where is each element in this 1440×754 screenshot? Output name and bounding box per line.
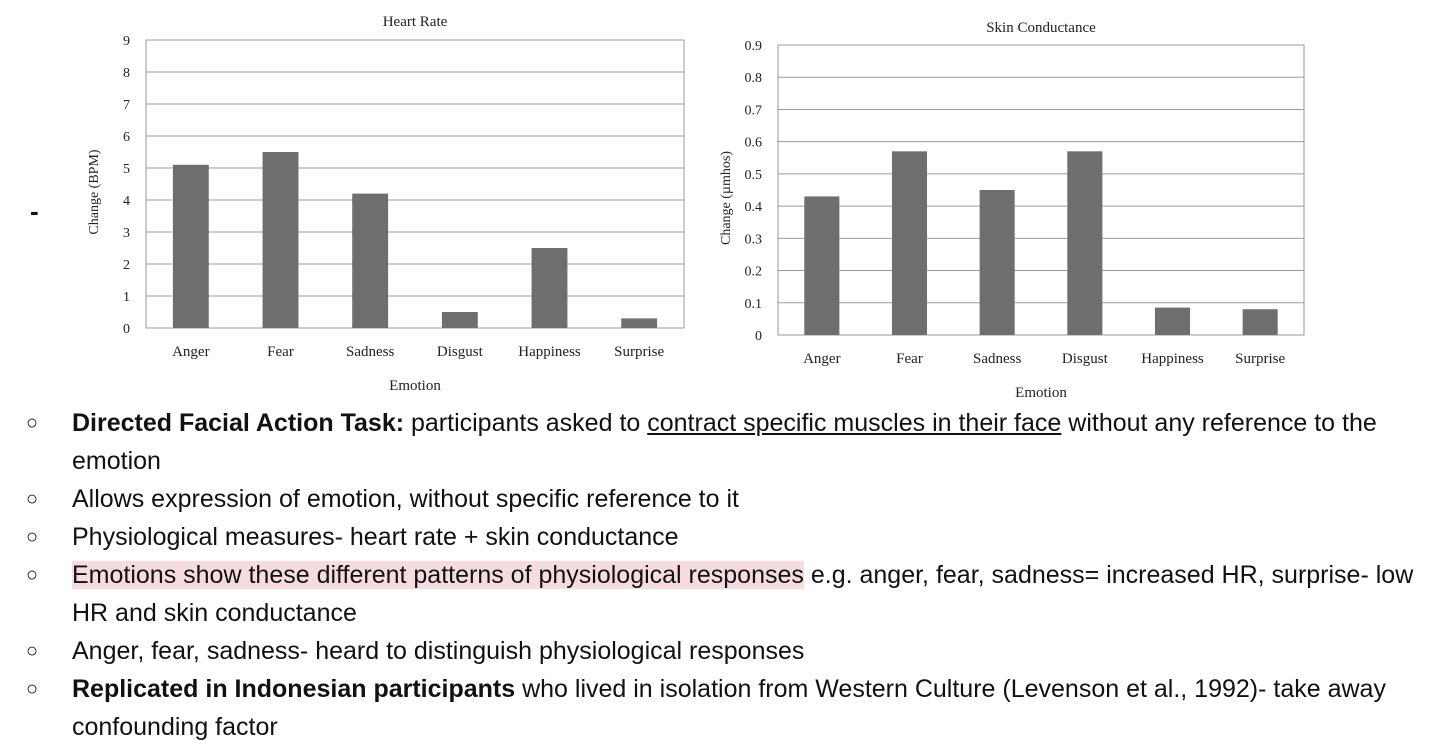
y-tick-label: 9: [123, 34, 130, 49]
x-tick-label: Disgust: [436, 344, 483, 360]
chart-title: Skin Conductance: [986, 20, 1096, 36]
bullet-icon: ○: [25, 526, 39, 548]
note-text: Physiological measures- heart rate + skin conductance: [72, 523, 679, 551]
note-bold-lead: Replicated in Indonesian participants: [72, 675, 516, 703]
bullet-icon: ○: [25, 678, 39, 700]
y-axis-label: Change (µmhos): [719, 151, 734, 245]
y-tick-label: 0: [123, 322, 130, 337]
note-bold-lead: Directed Facial Action Task:: [72, 409, 405, 437]
x-tick-label: Sadness: [972, 351, 1022, 367]
y-tick-label: 0.5: [744, 167, 762, 183]
x-tick-label: Anger: [172, 344, 210, 360]
bar: [173, 165, 209, 328]
y-tick-label: 0.4: [744, 200, 762, 216]
x-tick-label: Disgust: [1061, 351, 1108, 367]
y-tick-label: 0.3: [744, 232, 762, 248]
bullet-icon: ○: [25, 640, 39, 662]
note-underlined-text: contract specific muscles in their face: [647, 409, 1062, 437]
note-highlighted-text: Emotions show these different patterns of physiological responses: [72, 561, 804, 589]
note-item: [0, 404, 1420, 480]
notes-list: [0, 404, 1420, 746]
note-item: [0, 556, 1420, 632]
note-item: [0, 480, 1420, 518]
bar: [621, 318, 657, 328]
bar: [980, 190, 1015, 335]
dash-marker: -: [30, 196, 39, 226]
bar: [1243, 309, 1278, 335]
y-tick-label: 0: [755, 329, 762, 344]
bar: [1155, 308, 1190, 335]
bullet-icon: ○: [25, 488, 39, 510]
x-tick-label: Sadness: [345, 344, 395, 360]
note-text: participants asked to: [404, 409, 648, 437]
note-text: Anger, fear, sadness- heard to distinguish physiological responses: [72, 637, 805, 665]
x-tick-label: Fear: [267, 344, 294, 360]
x-tick-label: Happiness: [518, 344, 581, 360]
y-tick-label: 4: [123, 194, 130, 209]
y-tick-label: 1: [123, 290, 130, 305]
x-tick-label: Anger: [803, 351, 841, 367]
y-tick-label: 6: [123, 130, 130, 145]
x-axis-label: Emotion: [1015, 385, 1067, 400]
heart-rate-chart: [80, 0, 700, 400]
note-text: e.g. anger, fear, sadness= increased HR, surprise- low HR and skin conductance: [72, 561, 1414, 627]
plot-frame: [778, 45, 1304, 335]
skin-conductance-chart: [700, 0, 1320, 400]
y-tick-label: 0.6: [744, 135, 762, 151]
bar: [1067, 151, 1102, 335]
y-axis-label: Change (BPM): [87, 149, 102, 235]
y-tick-label: 5: [123, 162, 130, 177]
note-item: [0, 670, 1420, 746]
x-tick-label: Surprise: [1235, 351, 1286, 367]
y-tick-label: 0.1: [744, 296, 762, 312]
note-text: who lived in isolation from Western Culture (Levenson et al., 1992)- take away confounding factor: [72, 675, 1386, 741]
y-tick-label: 0.9: [744, 39, 762, 54]
note-text: Allows expression of emotion, without specific reference to it: [72, 485, 739, 513]
note-text: without any reference to the emotion: [72, 409, 1377, 475]
bar: [442, 312, 478, 328]
x-tick-label: Fear: [896, 351, 923, 367]
y-tick-label: 3: [123, 226, 130, 241]
bar: [532, 248, 568, 328]
y-tick-label: 0.8: [744, 71, 762, 87]
bullet-icon: ○: [25, 564, 39, 586]
x-axis-label: Emotion: [389, 378, 441, 394]
note-item: [0, 518, 1420, 556]
y-tick-label: 0.7: [744, 103, 762, 119]
y-tick-label: 0.2: [744, 264, 762, 280]
x-tick-label: Happiness: [1141, 351, 1204, 367]
y-tick-label: 2: [123, 258, 130, 273]
bullet-icon: ○: [25, 412, 39, 434]
bar: [352, 194, 388, 328]
bar: [804, 196, 839, 335]
chart-title: Heart Rate: [382, 14, 448, 30]
plot-frame: [146, 40, 684, 328]
bar: [892, 151, 927, 335]
x-tick-label: Surprise: [614, 344, 665, 360]
y-tick-label: 7: [123, 98, 130, 113]
bar: [263, 152, 299, 328]
y-tick-label: 8: [123, 66, 130, 81]
note-item: [0, 632, 1420, 670]
